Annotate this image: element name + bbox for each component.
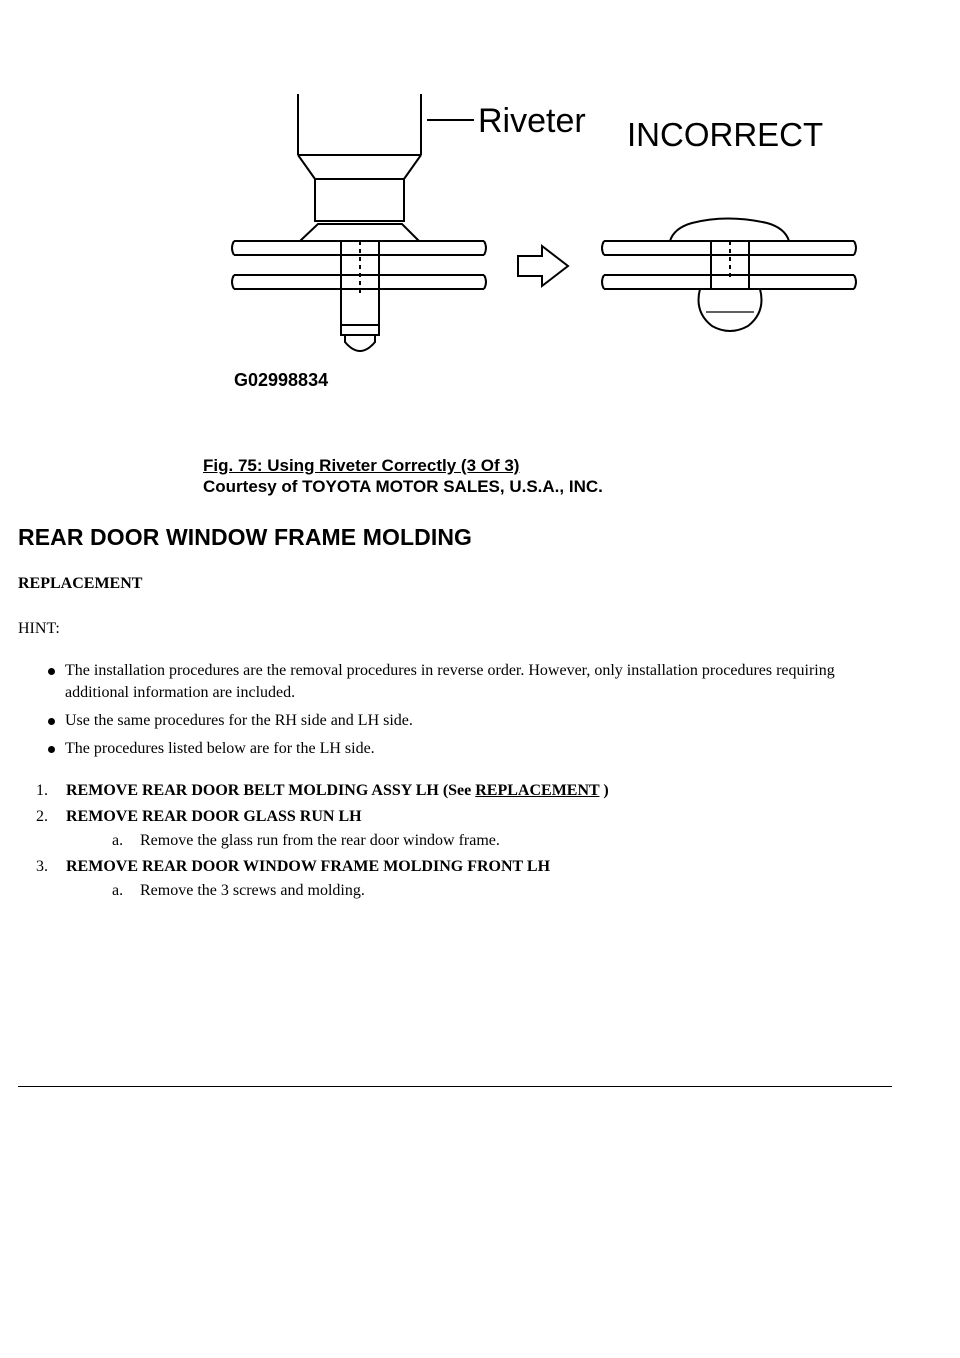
horizontal-rule xyxy=(18,1086,892,1087)
rivet-head-right xyxy=(670,219,789,242)
riveter-tool xyxy=(298,94,421,221)
incorrect-label: INCORRECT xyxy=(627,116,824,153)
step-1: 1. REMOVE REAR DOOR BELT MOLDING ASSY LH (See REPLACEMENT ) xyxy=(36,782,609,799)
figure-caption xyxy=(203,455,603,497)
figure-title: Fig. 75: Using Riveter Correctly (3 Of 3) xyxy=(203,456,520,475)
image-code: G02998834 xyxy=(234,370,329,390)
figure-credit: Courtesy of TOYOTA MOTOR SALES, U.S.A., INC. xyxy=(203,477,603,496)
sub-heading: REPLACEMENT xyxy=(18,575,143,592)
step-3: 3. REMOVE REAR DOOR WINDOW FRAME MOLDING FRONT LH xyxy=(36,858,551,875)
list-item: The installation procedures are the removal procedures in reverse order. However, only installation procedures requiring additional information are included. xyxy=(48,660,868,704)
step-2: 2. REMOVE REAR DOOR GLASS RUN LH xyxy=(36,808,362,825)
riveter-label: Riveter xyxy=(478,102,586,140)
list-item: The procedures listed below are for the LH side. xyxy=(48,738,868,760)
bullet-icon xyxy=(48,668,55,675)
step-2-substep: a. Remove the glass run from the rear door window frame. xyxy=(112,832,500,849)
section-heading: REAR DOOR WINDOW FRAME MOLDING xyxy=(18,524,473,550)
bullet-icon xyxy=(48,746,55,753)
list-item: Use the same procedures for the RH side and LH side. xyxy=(48,710,868,732)
arrow-icon xyxy=(518,246,568,286)
hint-bullet-list xyxy=(48,660,868,766)
rivet-shank-left xyxy=(341,241,379,351)
step-3-substep: a. Remove the 3 screws and molding. xyxy=(112,882,365,899)
hint-label: HINT: xyxy=(18,620,60,637)
procedure-steps xyxy=(36,782,896,908)
riveter-diagram xyxy=(222,80,872,400)
bullet-icon xyxy=(48,718,55,725)
replacement-link[interactable]: REPLACEMENT xyxy=(475,782,600,799)
rivet-head-left xyxy=(300,224,419,241)
riveter-figure xyxy=(222,80,872,400)
